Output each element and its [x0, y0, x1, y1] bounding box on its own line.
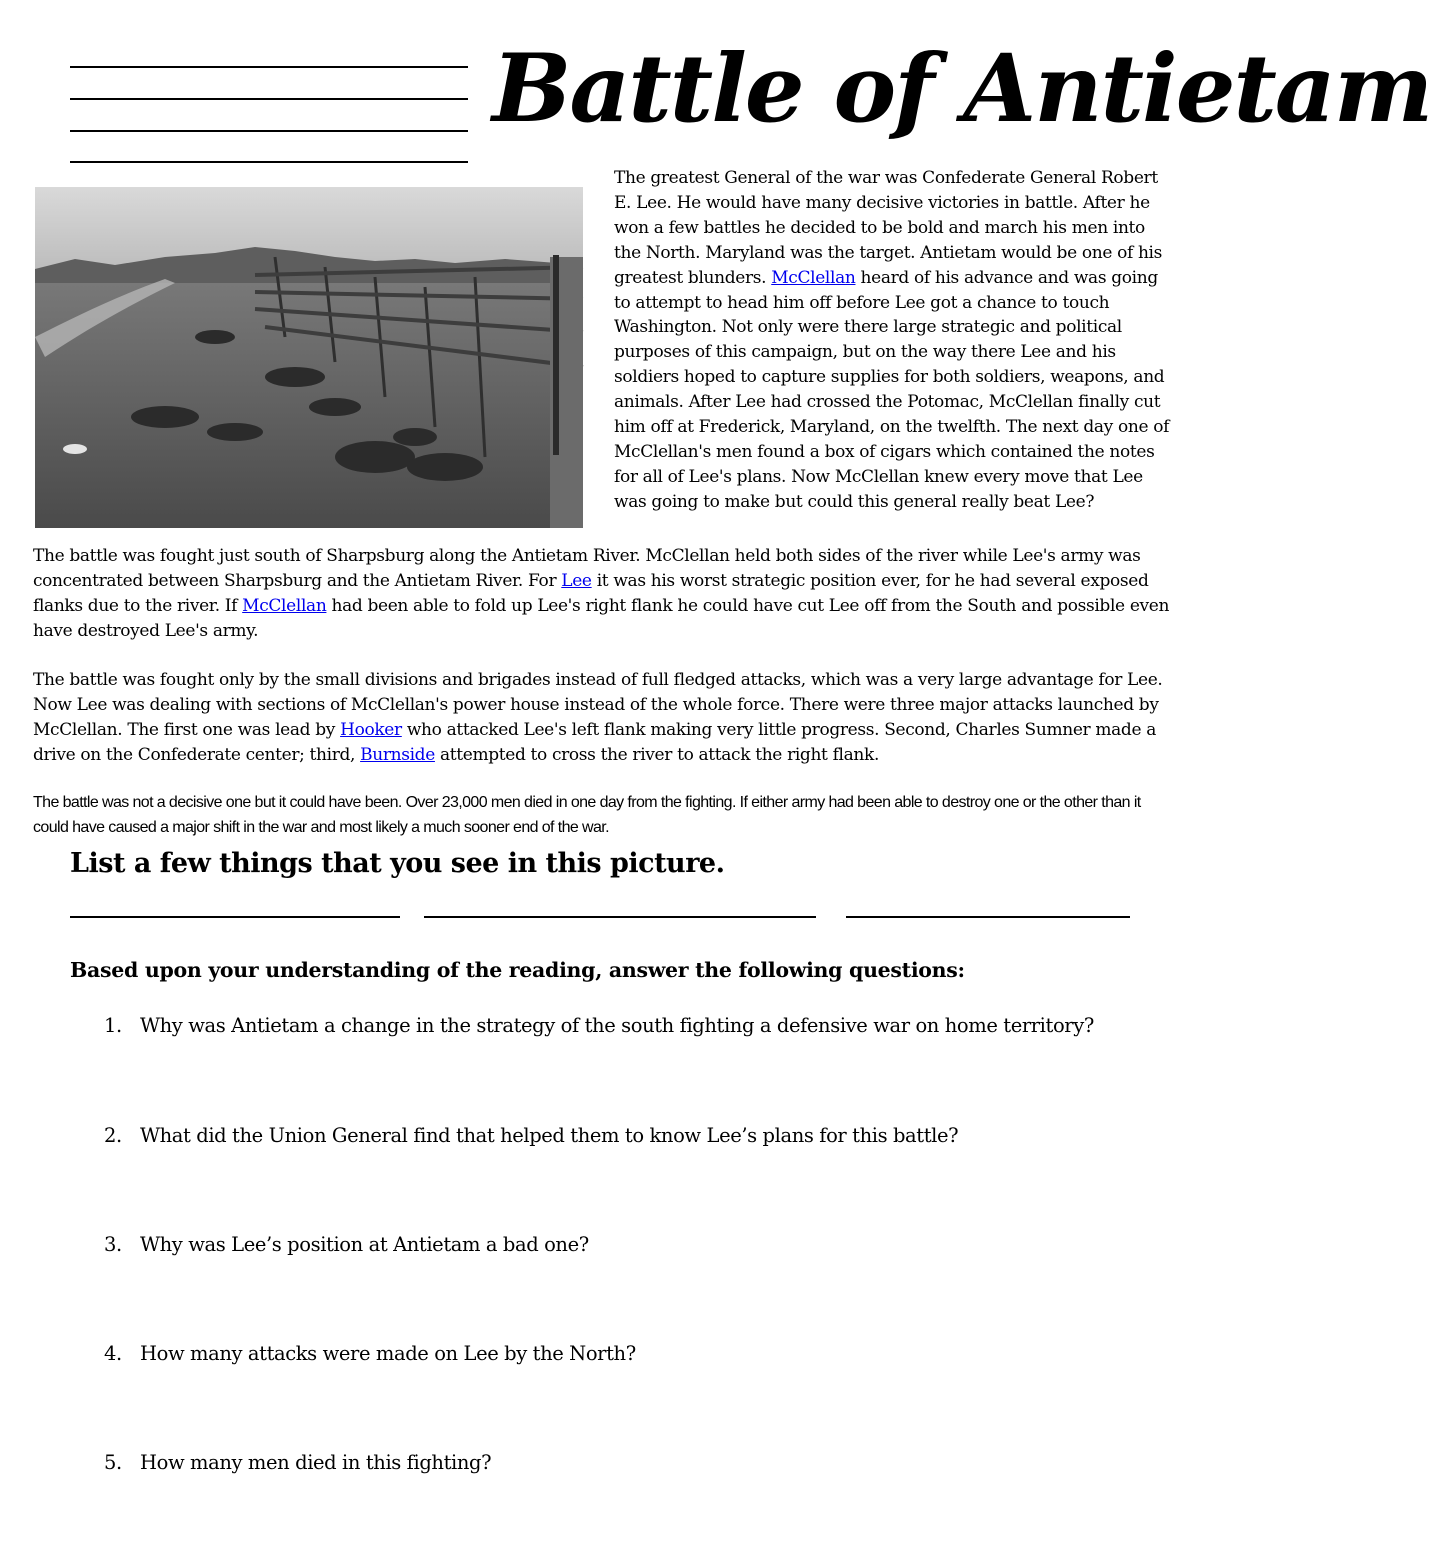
- picture-task-prompt: List a few things that you see in this picture.: [70, 848, 725, 879]
- page-title: Battle of Antietam: [492, 34, 1431, 144]
- question-text: How many men died in this fighting?: [140, 1451, 492, 1474]
- name-line[interactable]: [70, 130, 468, 132]
- paragraph-text: The battle was fought just south of Sharpsburg along the Antietam River. McClellan held both sides of the river while Lee's army was concentrated between Sharpsburg and the Antietam River. For: [33, 546, 1141, 591]
- name-line[interactable]: [70, 98, 468, 100]
- question-item: [104, 1451, 491, 1474]
- battlefield-photo: [35, 187, 583, 528]
- battlefield-photo-icon: [35, 187, 583, 528]
- answer-line[interactable]: [846, 916, 1130, 918]
- answer-line[interactable]: [424, 916, 816, 918]
- paragraph-text: had been able to fold up Lee's right flank he could have cut Lee off from the South and possible even have destroyed Lee's army.: [33, 595, 1170, 641]
- paragraph-text: who attacked Lee's left flank making very little progress. Second, Charles Sumner made a drive on the Confederate center; third,: [33, 719, 1157, 765]
- paragraph-text: The battle was fought only by the small divisions and brigades instead of full fledged attacks, which was a very large advantage for Lee. Now Lee was dealing with sections of McClellan's power house instead of the whole force. There were three major attacks launched by McClellan. The first one was lead by: [33, 670, 1163, 740]
- lee-link[interactable]: Lee: [561, 570, 592, 591]
- question-item: [104, 1124, 958, 1147]
- question-text: Why was Antietam a change in the strategy of the south fighting a defensive war on home territory?: [140, 1014, 1094, 1037]
- question-text: Why was Lee’s position at Antietam a bad one?: [140, 1233, 589, 1256]
- question-number: 2.: [104, 1124, 122, 1147]
- question-number: 3.: [104, 1233, 122, 1256]
- questions-instructions: Based upon your understanding of the reading, answer the following questions:: [70, 958, 965, 982]
- intro-paragraph: [614, 166, 1174, 515]
- question-number: 1.: [104, 1014, 122, 1037]
- burnside-link[interactable]: Burnside: [360, 744, 435, 765]
- paragraph-position: [33, 544, 1173, 644]
- question-number: 4.: [104, 1342, 122, 1365]
- paragraph-text: it was his worst strategic position ever, for he had several exposed flanks due to the river. If: [33, 570, 1149, 616]
- intro-text-rest: heard of his advance and was going to attempt to head him off before Lee got a chance to touch Washington. Not only were there large strategic and political purposes of this campaign, but on the way there Lee and his soldiers hoped to capture supplies for both soldiers, weapons, and animals. After Lee had crossed the Potomac, McClellan finally cut him off at Frederick, Maryland, on the twelfth. The next day one of McClellan's men found a box of cigars which contained the notes for all of Lee's plans. Now McClellan knew every move that Lee was going to make but could this general really beat Lee?: [614, 267, 1170, 512]
- paragraph-conclusion: The battle was not a decisive one but it could have been. Over 23,000 men died in one day from the fighting. If either army had been able to destroy one or the other than it could have caused a major shift in the war and most likely a much sooner end of the war.: [33, 794, 1141, 836]
- name-line[interactable]: [70, 66, 468, 68]
- paragraph-attacks: [33, 668, 1173, 768]
- answer-line[interactable]: [70, 916, 400, 918]
- question-number: 5.: [104, 1451, 122, 1474]
- question-item: [104, 1233, 589, 1256]
- name-line[interactable]: [70, 161, 468, 163]
- intro-text: The greatest General of the war was Confederate General Robert E. Lee. He would have many decisive victories in battle. After he won a few battles he decided to be bold and march his men into the North. Maryland was the target. Antietam would be one of his greatest blunders.: [614, 168, 1163, 288]
- mcclellan-link[interactable]: McClellan: [242, 595, 327, 616]
- hooker-link[interactable]: Hooker: [340, 719, 402, 740]
- question-item: [104, 1014, 1094, 1037]
- question-text: What did the Union General find that helped them to know Lee’s plans for this battle?: [140, 1124, 959, 1147]
- question-item: [104, 1342, 636, 1365]
- mcclellan-link[interactable]: McClellan: [771, 267, 856, 288]
- paragraph-text: attempted to cross the river to attack the right flank.: [434, 744, 880, 765]
- question-text: How many attacks were made on Lee by the North?: [140, 1342, 636, 1365]
